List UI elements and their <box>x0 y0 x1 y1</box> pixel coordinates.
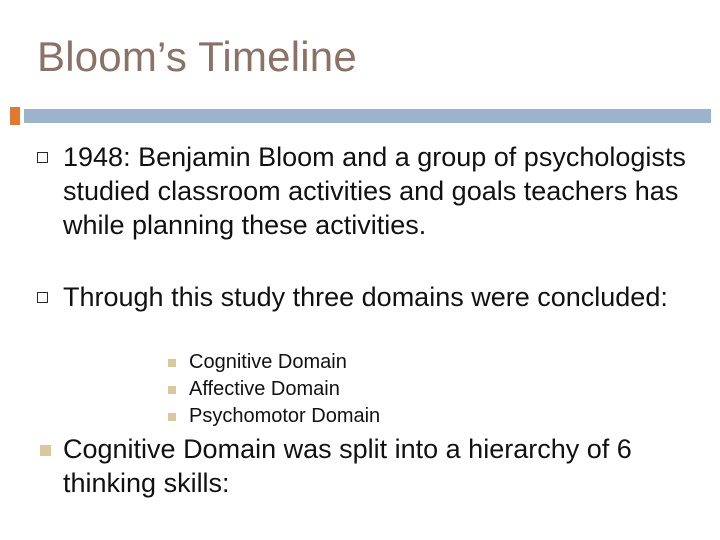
sub-bullet-item <box>168 349 380 376</box>
filled-square-bullet-icon <box>40 445 51 456</box>
bullet-item <box>37 140 707 242</box>
hollow-square-bullet-icon <box>37 292 48 303</box>
bullet-text: Through this study three domains were concluded: <box>63 282 668 312</box>
bullet-item <box>40 432 710 500</box>
filled-square-bullet-icon <box>168 413 176 421</box>
bullet-text: Cognitive Domain was split into a hierarchy of 6 thinking skills: <box>63 434 632 498</box>
bullet-item <box>37 280 707 314</box>
hollow-square-bullet-icon <box>37 152 48 163</box>
filled-square-bullet-icon <box>168 359 176 367</box>
sub-bullet-text: Affective Domain <box>189 378 340 400</box>
sub-bullet-text: Psychomotor Domain <box>189 405 381 427</box>
bullet-text: 1948: Benjamin Bloom and a group of psychologists studied classroom activities and goals teachers has while planning these activities. <box>63 142 686 240</box>
sub-bullet-list <box>168 349 380 430</box>
title-rule-bar <box>24 109 711 123</box>
slide-title: Bloom’s Timeline <box>37 33 357 80</box>
filled-square-bullet-icon <box>168 386 176 394</box>
sub-bullet-item <box>168 376 380 403</box>
title-rule-accent <box>10 107 20 125</box>
sub-bullet-item <box>168 403 380 430</box>
sub-bullet-text: Cognitive Domain <box>189 351 347 373</box>
